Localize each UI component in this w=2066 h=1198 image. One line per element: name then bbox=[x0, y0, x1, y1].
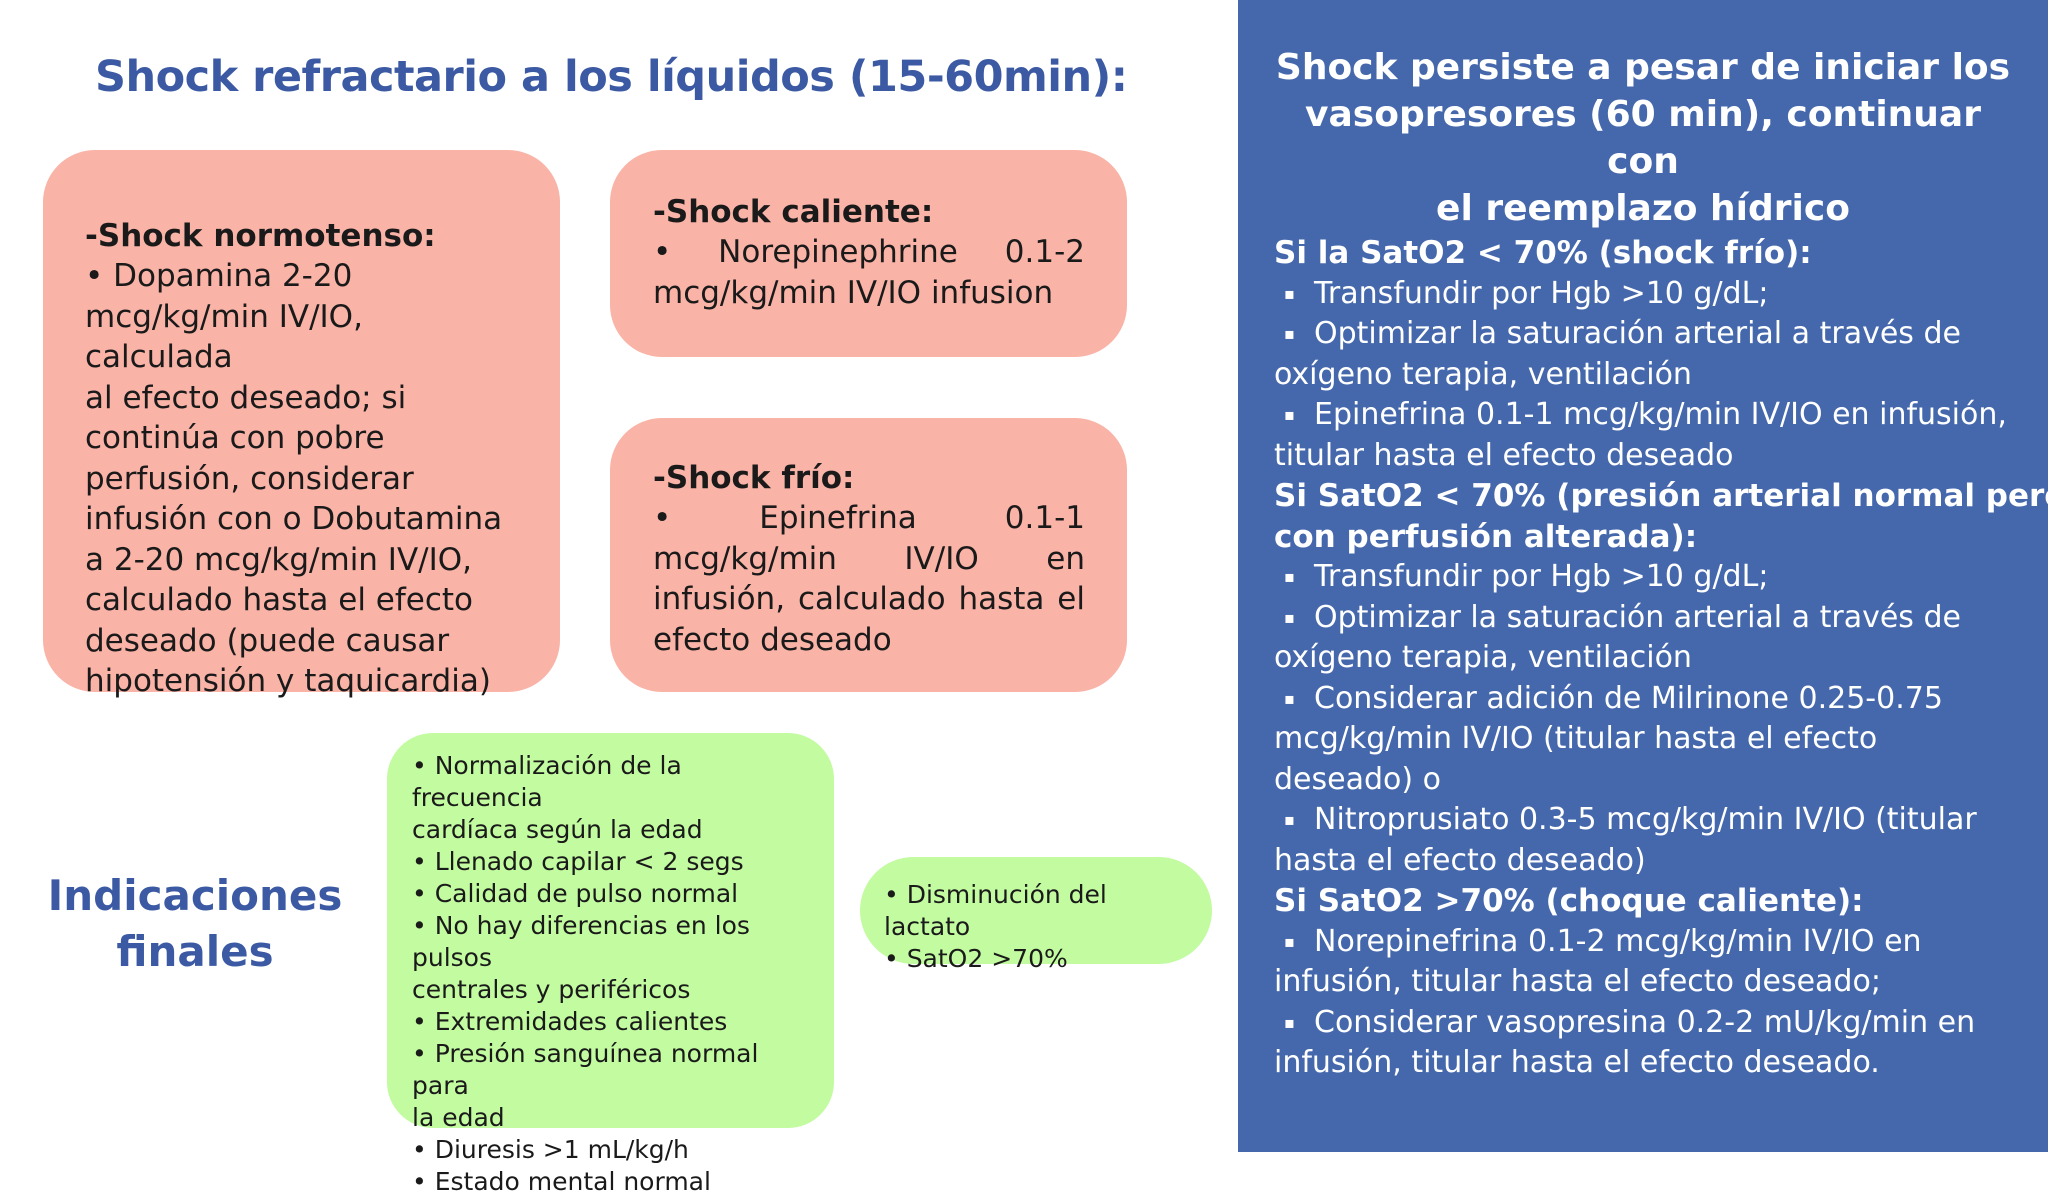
list-item: • Llenado capilar < 2 segs bbox=[412, 847, 744, 876]
list-item: centrales y periféricos bbox=[412, 975, 691, 1004]
list-item bbox=[1274, 841, 2044, 882]
list-item-text: Norepinefrina 0.1-2 mcg/kg/min IV/IO en bbox=[1314, 923, 1922, 959]
list-item bbox=[1274, 557, 2044, 598]
text-line: • Epinefrina 0.1-1 bbox=[653, 500, 1085, 536]
list-item bbox=[1274, 395, 2044, 436]
list-item-text: mcg/kg/min IV/IO (titular hasta el efecto bbox=[1274, 721, 1878, 756]
list-item-text: deseado) o bbox=[1274, 761, 1441, 797]
list-item bbox=[1274, 314, 2044, 355]
list-item-text: titular hasta el efecto deseado bbox=[1274, 437, 1734, 473]
section-heading: Si SatO2 < 70% (presión arterial normal pero bbox=[1274, 478, 2066, 514]
list-item bbox=[1274, 962, 2044, 1003]
list-item bbox=[1274, 800, 2044, 841]
list-item-text: Transfundir por Hgb >10 g/dL; bbox=[1314, 275, 1769, 311]
list-item: • Diuresis >1 mL/kg/h bbox=[412, 1135, 689, 1164]
square-bullet-icon: ▪ bbox=[1284, 931, 1295, 951]
list-item-text: infusión, titular hasta el efecto deseado; bbox=[1274, 964, 1881, 999]
title-line: Indicaciones bbox=[47, 871, 343, 920]
list-item bbox=[1274, 436, 2044, 477]
list-item bbox=[1274, 719, 2044, 760]
list-item-text: hasta el efecto deseado) bbox=[1274, 842, 1646, 878]
list-item bbox=[1274, 274, 2044, 315]
list-item bbox=[1274, 760, 2044, 801]
card-shock-frio bbox=[610, 418, 1127, 692]
section-heading: Si SatO2 >70% (choque caliente): bbox=[1274, 883, 1864, 919]
list-item: • Estado mental normal bbox=[412, 1167, 711, 1196]
list-item-text: oxígeno terapia, ventilación bbox=[1274, 640, 1692, 675]
list-item-text: Considerar vasopresina 0.2-2 mU/kg/min en bbox=[1314, 1004, 1976, 1040]
list-item-text: Optimizar la saturación arterial a través de bbox=[1314, 316, 1961, 351]
list-item-text: Transfundir por Hgb >10 g/dL; bbox=[1314, 559, 1769, 594]
card-heading: -Shock frío: bbox=[653, 460, 855, 496]
right-panel bbox=[1238, 0, 2066, 1152]
card-heading: -Shock normotenso: bbox=[85, 218, 436, 254]
list-item bbox=[1274, 598, 2044, 639]
section-heading: con perfusión alterada): bbox=[1274, 518, 1698, 555]
text-line: infusión, calculado hasta el bbox=[653, 581, 1085, 617]
square-bullet-icon: ▪ bbox=[1284, 567, 1295, 586]
text-line: calculado hasta el efecto bbox=[85, 582, 474, 618]
text-line: hipotensión y taquicardia) bbox=[85, 663, 491, 699]
list-item: cardíaca según la edad bbox=[412, 815, 703, 844]
list-item-text: Epinefrina 0.1-1 mcg/kg/min IV/IO en infusión, bbox=[1314, 397, 2007, 432]
list-item: la edad bbox=[412, 1103, 505, 1132]
section-heading: Si la SatO2 < 70% (shock frío): bbox=[1274, 235, 1812, 271]
list-item-text: oxígeno terapia, ventilación bbox=[1274, 356, 1692, 392]
page-title: Shock refractario a los líquidos (15-60min): bbox=[95, 52, 1128, 102]
title-line: Shock persiste a pesar de iniciar los bbox=[1275, 47, 2011, 88]
text-line: • Dopamina 2-20 bbox=[85, 258, 353, 294]
text-line: perfusión, considerar bbox=[85, 460, 414, 497]
panel-body bbox=[1274, 233, 2066, 1084]
list-item bbox=[1274, 638, 2044, 679]
list-item: • Extremidades calientes bbox=[412, 1007, 728, 1036]
square-bullet-icon: ▪ bbox=[1284, 324, 1295, 343]
list-item-text: Optimizar la saturación arterial a través de bbox=[1314, 599, 1961, 635]
text-line: infusión con o Dobutamina bbox=[85, 501, 503, 537]
list-item-text: Nitroprusiato 0.3-5 mcg/kg/min IV/IO (titular bbox=[1314, 802, 1977, 837]
square-bullet-icon: ▪ bbox=[1284, 1012, 1295, 1032]
list-item bbox=[1274, 679, 2044, 720]
text-line: mcg/kg/min IV/IO, calculada bbox=[85, 298, 363, 375]
title-line: el reemplazo hídrico bbox=[1436, 188, 1850, 229]
card-body bbox=[85, 256, 520, 702]
list-item-text: Considerar adición de Milrinone 0.25-0.75 bbox=[1314, 680, 1943, 716]
title-line: finales bbox=[116, 927, 274, 976]
section-title-indicaciones bbox=[20, 868, 370, 980]
list-item bbox=[1274, 922, 2044, 963]
list-item: • SatO2 >70% bbox=[884, 944, 1068, 973]
card-heading: -Shock caliente: bbox=[653, 194, 934, 230]
square-bullet-icon: ▪ bbox=[1284, 405, 1295, 424]
text-line: efecto deseado bbox=[653, 621, 892, 658]
card-lactato-list bbox=[860, 857, 1212, 973]
text-line: • Norepinephrine 0.1-2 bbox=[653, 234, 1085, 270]
section-list bbox=[1274, 274, 2044, 477]
list-item: • Normalización de la frecuencia bbox=[412, 751, 682, 812]
text-line: deseado (puede causar bbox=[85, 622, 450, 659]
card-shock-normotenso bbox=[43, 150, 560, 699]
section-list bbox=[1274, 557, 2044, 881]
card-indicaciones-list bbox=[387, 733, 834, 1196]
text-line: al efecto deseado; si bbox=[85, 379, 407, 416]
list-item: • Disminución del lactato bbox=[884, 880, 1107, 941]
list-item bbox=[1274, 1003, 2044, 1044]
list-item: • Presión sanguínea normal para bbox=[412, 1039, 759, 1100]
list-item bbox=[1274, 355, 2044, 396]
section-list bbox=[1274, 922, 2044, 1084]
list-item: • No hay diferencias en los pulsos bbox=[412, 911, 750, 972]
list-item bbox=[1274, 1043, 2044, 1084]
title-line: vasopresores (60 min), continuar con bbox=[1305, 94, 1981, 182]
square-bullet-icon: ▪ bbox=[1284, 688, 1295, 708]
text-line: mcg/kg/min IV/IO infusion bbox=[653, 274, 1054, 311]
text-line: a 2-20 mcg/kg/min IV/IO, bbox=[85, 541, 473, 578]
list-item-text: infusión, titular hasta el efecto deseado. bbox=[1274, 1045, 1880, 1080]
square-bullet-icon: ▪ bbox=[1284, 810, 1295, 829]
text-line: mcg/kg/min IV/IO en bbox=[653, 540, 1085, 577]
text-line: continúa con pobre bbox=[85, 420, 385, 456]
square-bullet-icon: ▪ bbox=[1284, 283, 1295, 303]
card-shock-caliente bbox=[610, 150, 1127, 357]
list-item: • Calidad de pulso normal bbox=[412, 879, 739, 908]
panel-title bbox=[1268, 44, 2018, 232]
square-bullet-icon: ▪ bbox=[1284, 607, 1295, 627]
